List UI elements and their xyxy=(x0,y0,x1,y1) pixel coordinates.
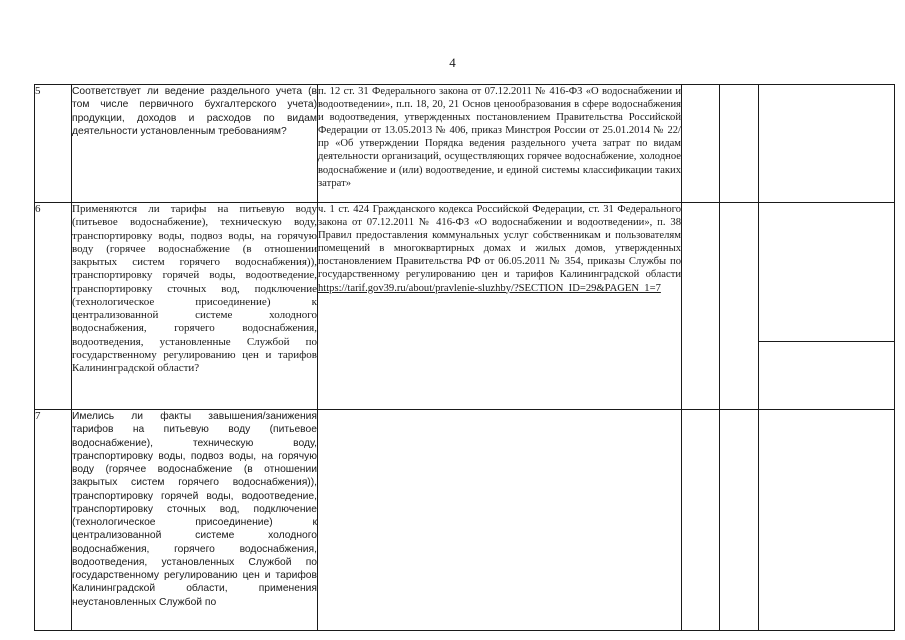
row-number: 6 xyxy=(35,203,72,410)
table-row xyxy=(35,410,895,631)
checklist-table xyxy=(34,84,895,631)
answer-no-cell xyxy=(720,85,759,203)
answer-yes-cell xyxy=(682,203,720,410)
notes-cell xyxy=(759,203,895,410)
row-number: 5 xyxy=(35,85,72,203)
question-cell: Имелись ли факты завышения/занижения тарифов на питьевую воду (питьевое водоснабжение), техническую воду, транспортировку воды, подвоз воды, на горячую воду (горячее водоснабжение (в отношении закрытых систем горячего водоснабжения)), транспортировку горячей воды, водоотведение, транспортировку сточных вод, подключение (технологическое присоединение) к централизованной системе холодного водоснабжения, горячего водоснабжения, водоотведения, установленных Службой по государственному регулированию цен и тарифов Калининградской области, применения неустановленных Службой по xyxy=(72,410,318,631)
tariff-service-link[interactable]: https://tarif.gov39.ru/about/pravlenie-sluzhby/?SECTION_ID=29&PAGEN_1=7 xyxy=(318,282,661,294)
question-cell: Применяются ли тарифы на питьевую воду (питьевое водоснабжение), техническую воду, транспортировку воды, подвоз воды, на горячую воду (горячее водоснабжение (в отношении закрытых систем горячего водоснабжения)), транспортировку горячей воды, водоотведение, транспортировку сточных вод, подключение (технологическое присоединение) к централизованной системе холодного водоснабжения, горячего водоснабжения, водоотведения, установленные Службой по государственному регулированию цен и тарифов Калининградской области? xyxy=(72,203,318,410)
table-row xyxy=(35,203,895,410)
page-number: 4 xyxy=(449,55,456,70)
reference-text: ч. 1 ст. 424 Гражданского кодекса Российской Федерации, ст. 31 Федерального закона от 07.12.2011 № 416-ФЗ «О водоснабжении и водоотведении», п. 38 Правил предоставления коммунальных услуг собственникам и пользователям помещений в многоквартирных домах и жилых домов, утвержденных постановлением Правительства РФ от 06.05.2011 № 354, приказы Службы по государственному регулированию цен и тарифов Калининградской области xyxy=(318,204,681,281)
question-cell: Соответствует ли ведение раздельного учета (в том числе первичного бухгалтерского учета) продукции, доходов и расходов по видам деятельности установленным требованиям? xyxy=(72,85,318,203)
notes-cell xyxy=(759,85,895,203)
answer-yes-cell xyxy=(682,85,720,203)
notes-cell xyxy=(759,410,895,631)
answer-no-cell xyxy=(720,410,759,631)
cell-divider xyxy=(759,341,894,342)
table-row xyxy=(35,85,895,203)
reference-cell xyxy=(318,203,682,410)
row-number: 7 xyxy=(35,410,72,631)
reference-cell: п. 12 ст. 31 Федерального закона от 07.12.2011 № 416-ФЗ «О водоснабжении и водоотведении», п.п. 18, 20, 21 Основ ценообразования в сфере водоснабжения и водоотведения, утвержденных постановлением Правительства Российской Федерации от 13.05.2013 № 406, приказ Минстроя России от 25.01.2014 № 22/пр «Об утверждении Порядка ведения раздельного учета затрат по видам деятельности организаций, осуществляющих горячее водоснабжение, холодное водоснабжение и (или) водоотведение, и единой системы классификации таких затрат» xyxy=(318,85,682,203)
answer-no-cell xyxy=(720,203,759,410)
reference-cell xyxy=(318,410,682,631)
answer-yes-cell xyxy=(682,410,720,631)
